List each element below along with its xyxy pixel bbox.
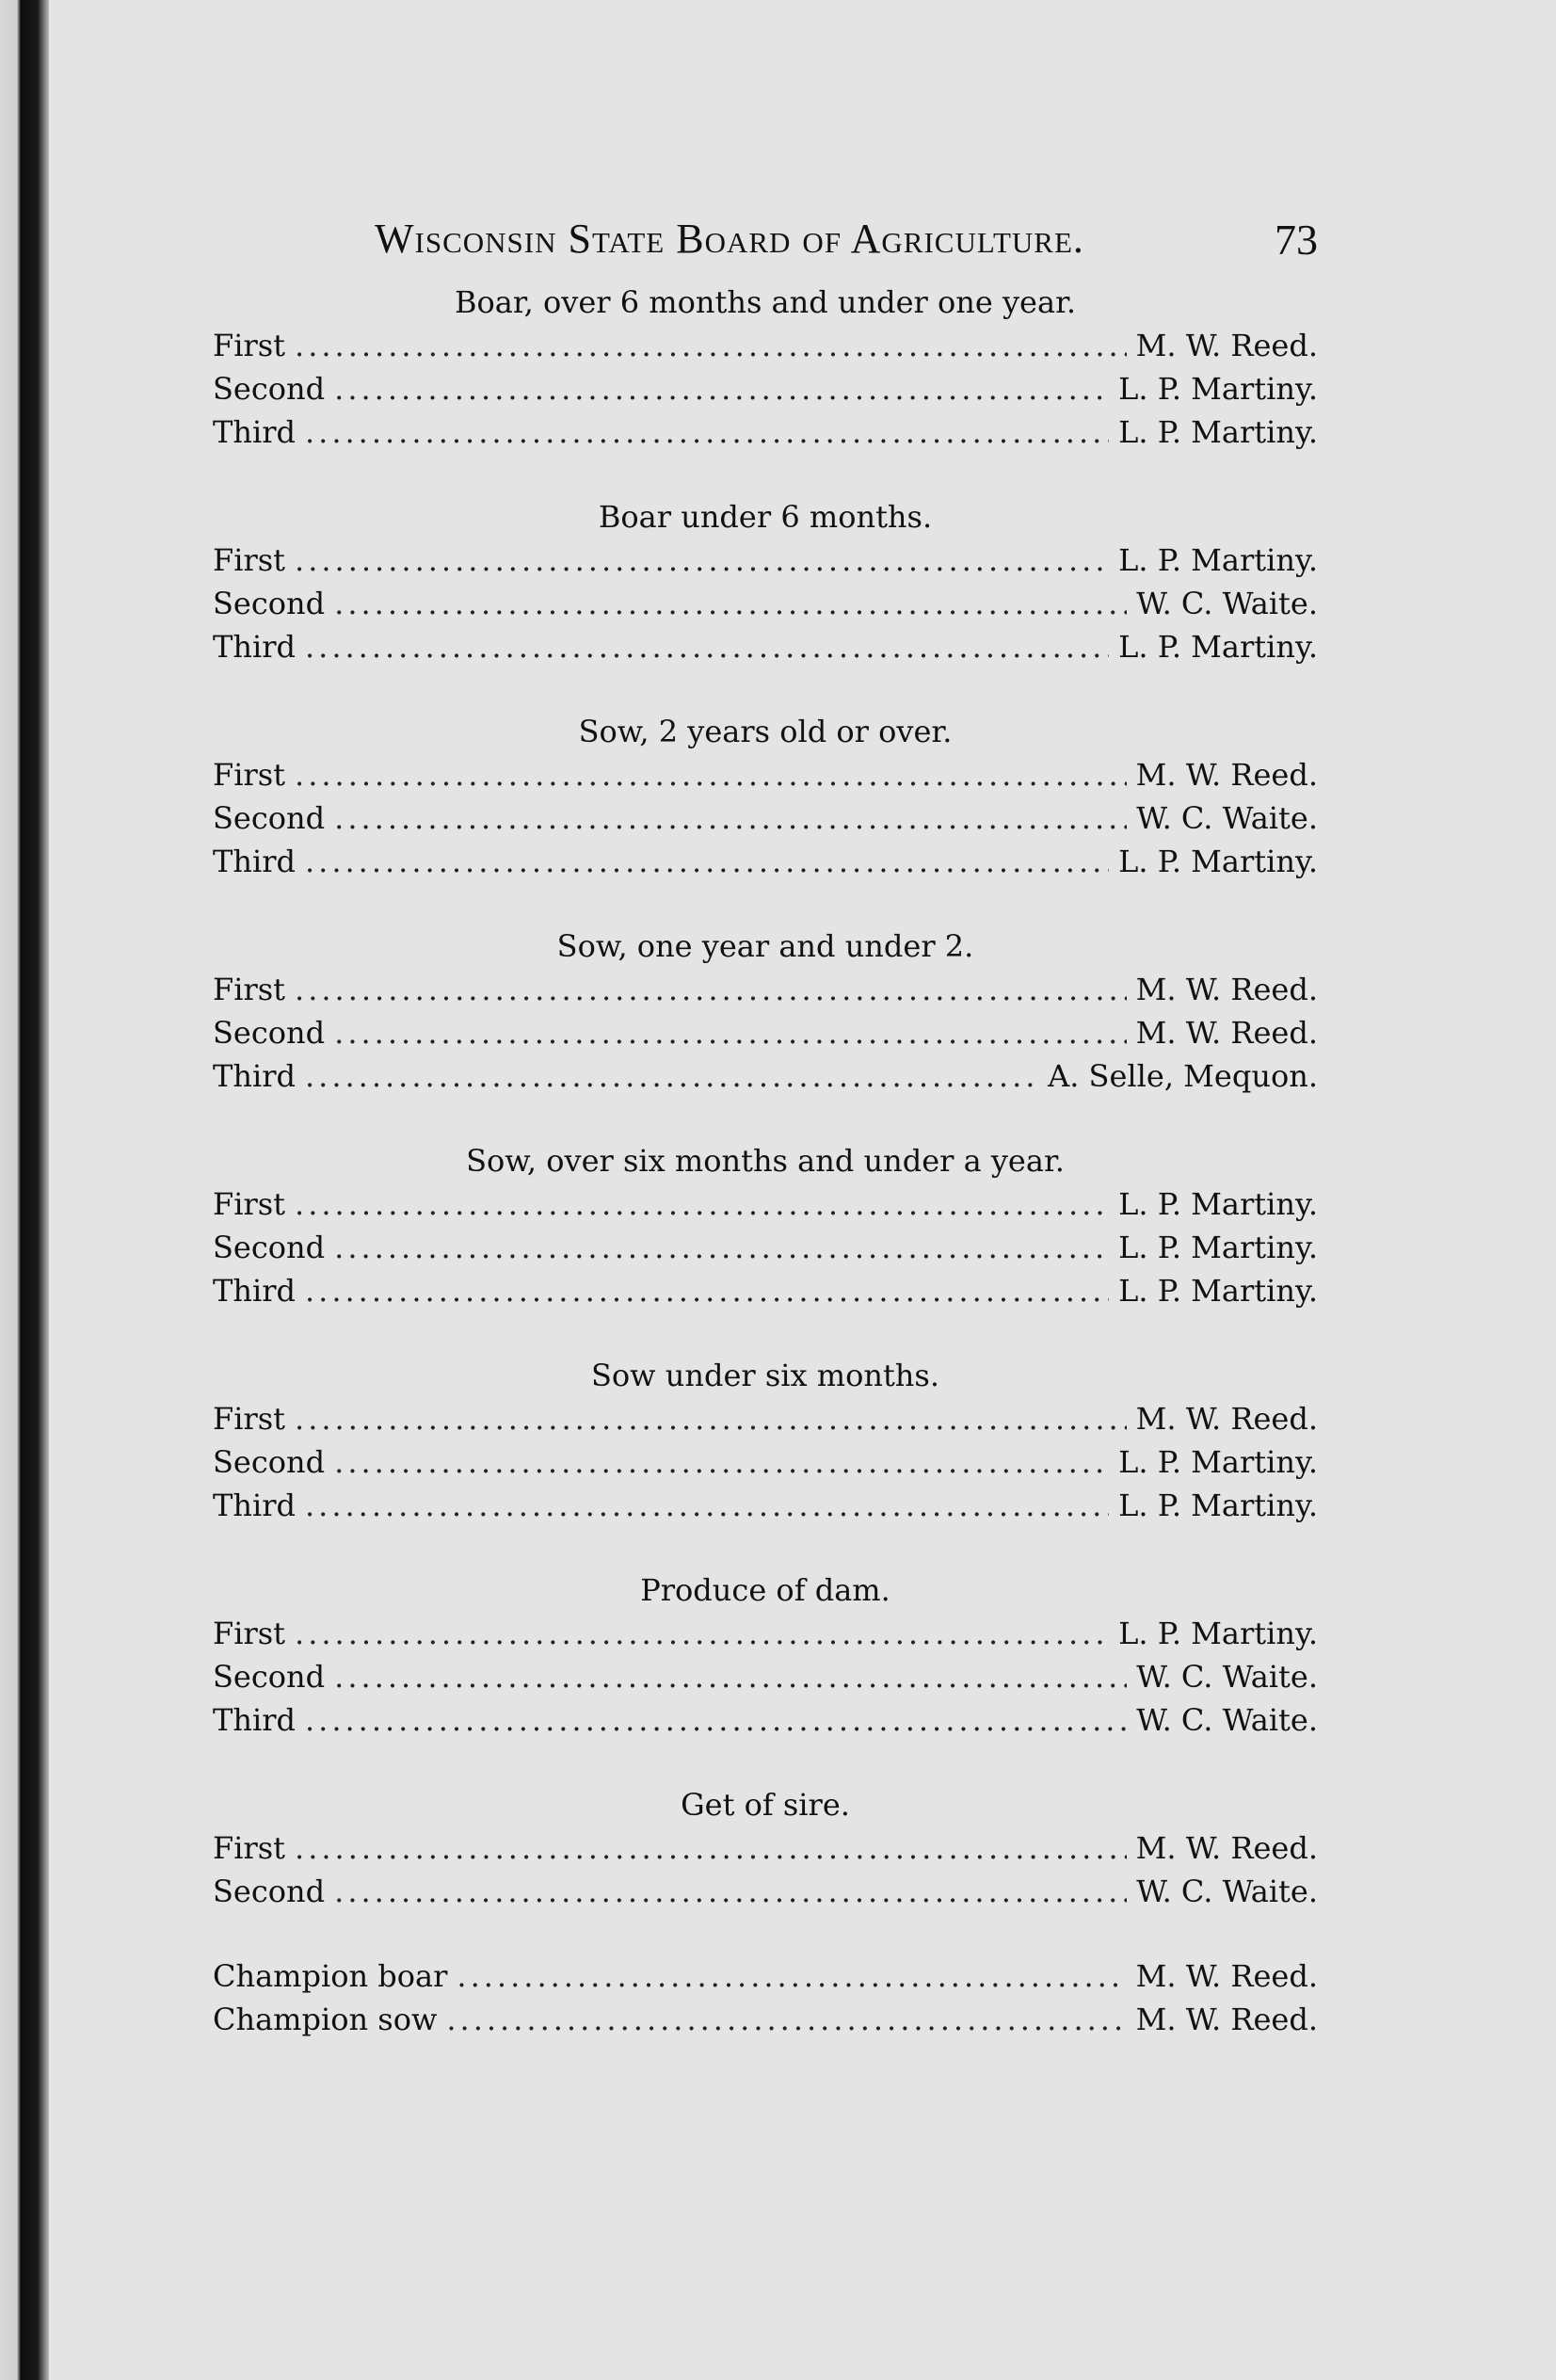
award-winner: M. W. Reed. [1135, 1015, 1318, 1051]
award-section [213, 1783, 1318, 1913]
award-place: First [213, 972, 286, 1007]
award-winner: L. P. Martiny. [1118, 844, 1318, 879]
award-winner: W. C. Waite. [1136, 800, 1318, 836]
award-winner: W. C. Waite. [1136, 1659, 1318, 1695]
award-winner: M. W. Reed. [1135, 757, 1318, 793]
award-winner: L. P. Martiny. [1118, 414, 1318, 450]
award-sections [213, 281, 1318, 1913]
award-row [213, 840, 1318, 883]
award-winner: M. W. Reed. [1135, 328, 1318, 363]
section-gap [213, 883, 1318, 925]
award-place: Champion sow [213, 2002, 438, 2037]
award-row [213, 1826, 1318, 1870]
award-row [213, 324, 1318, 367]
award-row [213, 968, 1318, 1011]
running-header [213, 215, 1318, 281]
page [213, 215, 1318, 2041]
award-row [213, 625, 1318, 668]
dot-leader [334, 1655, 1127, 1698]
award-row [213, 1440, 1318, 1484]
award-place: Second [213, 586, 326, 621]
award-winner: W. C. Waite. [1136, 1702, 1318, 1738]
champion-gap [213, 1913, 1318, 1954]
award-place: Second [213, 1015, 326, 1051]
section-title: Sow under six months. [590, 1358, 939, 1393]
section-gap [213, 1098, 1318, 1139]
award-row [213, 539, 1318, 582]
award-row [213, 1612, 1318, 1655]
award-row [213, 582, 1318, 625]
award-place: First [213, 757, 286, 793]
dot-leader [334, 1011, 1126, 1054]
award-section [213, 1568, 1318, 1742]
book-spine-shadow [0, 0, 49, 2380]
award-row [213, 1655, 1318, 1698]
award-section [213, 710, 1318, 883]
section-gap [213, 1527, 1318, 1568]
award-section [213, 495, 1318, 668]
award-section [213, 281, 1318, 454]
section-title: Produce of dam. [640, 1572, 890, 1608]
award-winner: L. P. Martiny. [1118, 1616, 1318, 1651]
award-winner: M. W. Reed. [1135, 2002, 1318, 2037]
champion-awards [213, 1954, 1318, 2041]
award-winner: L. P. Martiny. [1118, 542, 1318, 578]
dot-leader [446, 1998, 1126, 2041]
dot-leader [305, 410, 1109, 454]
award-row [213, 1226, 1318, 1269]
award-place: Third [213, 1058, 296, 1094]
section-title: Boar under 6 months. [598, 499, 933, 535]
award-winner: W. C. Waite. [1136, 1873, 1318, 1909]
award-row [213, 1397, 1318, 1440]
section-gap [213, 1312, 1318, 1354]
award-row [213, 1870, 1318, 1913]
dot-leader [295, 1826, 1127, 1870]
award-place: First [213, 1186, 286, 1222]
award-row [213, 796, 1318, 840]
award-place: First [213, 1830, 286, 1866]
running-title: Wisconsin State Board of Agriculture. [375, 216, 1084, 262]
award-section [213, 1139, 1318, 1312]
dot-leader [305, 625, 1109, 668]
award-row [213, 1182, 1318, 1226]
award-winner: M. W. Reed. [1135, 1830, 1318, 1866]
award-place: First [213, 542, 286, 578]
dot-leader [295, 1182, 1109, 1226]
award-place: Third [213, 629, 296, 665]
award-place: First [213, 1616, 286, 1651]
dot-leader [295, 324, 1127, 367]
dot-leader [305, 1484, 1109, 1527]
section-title: Sow, one year and under 2. [556, 928, 974, 964]
award-winner: L. P. Martiny. [1118, 1186, 1318, 1222]
dot-leader [295, 968, 1127, 1011]
award-place: Second [213, 371, 326, 407]
award-row [213, 1011, 1318, 1054]
award-winner: W. C. Waite. [1136, 586, 1318, 621]
dot-leader [334, 582, 1127, 625]
award-place: First [213, 1401, 286, 1437]
award-winner: M. W. Reed. [1135, 1401, 1318, 1437]
dot-leader [295, 753, 1127, 796]
section-gap [213, 454, 1318, 495]
award-place: Third [213, 844, 296, 879]
award-place: First [213, 328, 286, 363]
award-winner: M. W. Reed. [1135, 1958, 1318, 1994]
award-winner: M. W. Reed. [1135, 972, 1318, 1007]
award-row [213, 1954, 1318, 1998]
award-winner: A. Selle, Mequon. [1048, 1058, 1318, 1094]
award-row [213, 753, 1318, 796]
award-place: Third [213, 414, 296, 450]
award-row [213, 1484, 1318, 1527]
award-place: Second [213, 1659, 326, 1695]
award-row [213, 1698, 1318, 1742]
award-place: Third [213, 1273, 296, 1309]
award-winner: L. P. Martiny. [1118, 1488, 1318, 1523]
section-title: Sow, 2 years old or over. [578, 714, 953, 749]
dot-leader [305, 1054, 1038, 1098]
section-gap [213, 668, 1318, 710]
dot-leader [295, 1397, 1127, 1440]
page-number: 73 [1275, 216, 1318, 264]
award-place: Second [213, 800, 326, 836]
section-title: Sow, over six months and under a year. [466, 1143, 1065, 1179]
dot-leader [295, 1612, 1109, 1655]
award-place: Second [213, 1230, 326, 1265]
award-section [213, 1354, 1318, 1527]
dot-leader [305, 1698, 1127, 1742]
award-row [213, 1998, 1318, 2041]
dot-leader [334, 1226, 1109, 1269]
award-row [213, 410, 1318, 454]
dot-leader [305, 1269, 1109, 1312]
award-winner: L. P. Martiny. [1118, 1444, 1318, 1480]
dot-leader [334, 796, 1127, 840]
award-place: Champion boar [213, 1958, 448, 1994]
award-row [213, 1269, 1318, 1312]
dot-leader [334, 1440, 1109, 1484]
award-winner: L. P. Martiny. [1118, 1273, 1318, 1309]
award-row [213, 367, 1318, 410]
award-section [213, 925, 1318, 1098]
award-place: Second [213, 1873, 326, 1909]
dot-leader [295, 539, 1109, 582]
section-gap [213, 1742, 1318, 1783]
dot-leader [334, 367, 1109, 410]
award-winner: L. P. Martiny. [1118, 629, 1318, 665]
dot-leader [305, 840, 1109, 883]
section-title: Boar, over 6 months and under one year. [454, 284, 1077, 320]
section-title: Get of sire. [681, 1787, 850, 1823]
award-row [213, 1054, 1318, 1098]
award-place: Second [213, 1444, 326, 1480]
award-place: Third [213, 1488, 296, 1523]
award-winner: L. P. Martiny. [1118, 1230, 1318, 1265]
dot-leader [334, 1870, 1127, 1913]
dot-leader [457, 1954, 1126, 1998]
award-place: Third [213, 1702, 296, 1738]
award-winner: L. P. Martiny. [1118, 371, 1318, 407]
